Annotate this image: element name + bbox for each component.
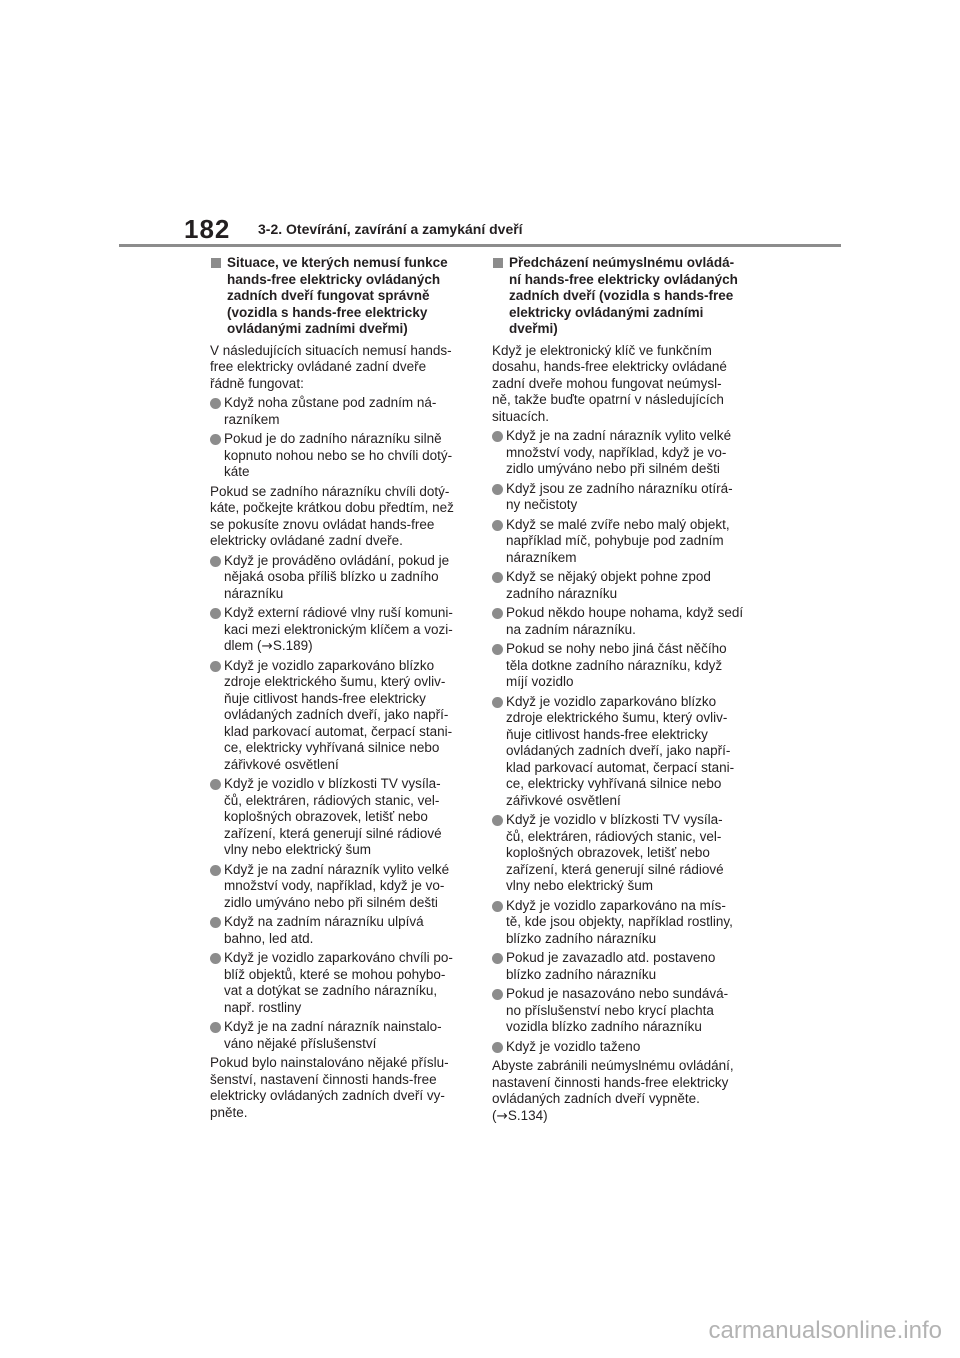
list-item — [492, 481, 744, 514]
list-item-text: Když je vozidlo zaparkováno na mís- tě, kde jsou objekty, například rostliny, blízko zadního nárazníku — [506, 897, 733, 946]
bullet-dot-icon — [492, 989, 503, 1000]
list-item — [492, 1039, 744, 1056]
bullet-dot-icon — [492, 901, 503, 912]
bullet-dot-icon — [492, 608, 503, 619]
bullet-dot-icon — [492, 815, 503, 826]
list-item — [210, 776, 462, 859]
page-number: 182 — [184, 214, 231, 244]
left-heading — [210, 255, 462, 338]
bullet-dot-icon — [492, 1042, 503, 1053]
right-intro: Když je elektronický klíč ve funkčním dosahu, hands-free elektricky ovládané zadní dveře mohou fungovat neúmysl- ně, takže buďte opatrní v následujících situacích. — [492, 342, 727, 424]
bullet-dot-icon — [210, 917, 221, 928]
page-header — [0, 0, 960, 250]
watermark: carmanualsonline.info — [708, 1317, 942, 1344]
list-item — [492, 812, 744, 895]
list-item — [210, 658, 462, 774]
page-reference-link[interactable]: S.134) — [507, 1107, 548, 1123]
page-reference-link[interactable]: S.189) — [272, 638, 313, 653]
list-item-text: Když externí rádiové vlny ruší komuni- kaci mezi elektronickým klíčem a vozi- dlem ( — [224, 605, 453, 653]
list-item — [492, 986, 744, 1036]
list-item — [210, 553, 462, 603]
bullet-dot-icon — [492, 644, 503, 655]
bullet-dot-icon — [210, 865, 221, 876]
left-column — [210, 255, 462, 1124]
list-item-text: Když je na zadní nárazník vylito velké množství vody, například, když je vo- zidlo umýváno nebo při silném dešti — [506, 428, 732, 476]
list-item-text: Když jsou ze zadního nárazníku otírá- ny nečistoty — [506, 480, 733, 512]
list-item — [492, 569, 744, 602]
list-item-text: Když je vozidlo zaparkováno chvíli po- blíž objektů, které se mohou pohybo- vat a dotýkat se zadního nárazníku, např. rostliny — [224, 950, 453, 1015]
list-item-text: Když je vozidlo zaparkováno blízko zdroje elektrického šumu, který ovliv- ňuje citlivost hands-free elektricky ovládaných zadních dveří, jako napří- klad parkovací automat, čerpací stani- ce, elektricky vyhřívaná silnice nebo zářivkové osvětlení — [506, 693, 735, 808]
list-item-text: Pokud je nasazováno nebo sundává- no příslušenství nebo krycí plachta vozidla blízko zadního nárazníku — [506, 986, 729, 1034]
right-heading-text: Předcházení neúmyslnému ovládá- ní hands-free elektricky ovládaných zadních dveří (vozidla s hands-free elektricky ovládanými zadními dveřmi) — [509, 255, 738, 336]
arrow-icon: → — [261, 638, 273, 654]
list-item-text: Když na zadním nárazníku ulpívá bahno, led atd. — [224, 914, 424, 946]
list-item — [210, 395, 462, 428]
arrow-icon: → — [496, 1107, 508, 1124]
square-bullet-icon — [493, 258, 503, 268]
bullet-dot-icon — [210, 661, 221, 672]
list-item-text: Když se malé zvíře nebo malý objekt, například míč, pohybuje pod zadním nárazníkem — [506, 516, 730, 565]
list-item-text: Pokud někdo houpe nohama, když sedí na zadním nárazníku. — [506, 605, 744, 637]
bullet-dot-icon — [492, 697, 503, 708]
list-item — [210, 1019, 462, 1052]
left-heading-text: Situace, ve kterých nemusí funkce hands-free elektricky ovládaných zadních dveří fungovat správně (vozidla s hands-free elektricky ovládanými zadními dveřmi) — [227, 255, 448, 336]
list-item — [492, 950, 744, 983]
list-item — [210, 950, 462, 1016]
section-title: 3-2. Otevírání, zavírání a zamykání dveří — [258, 221, 523, 237]
bullet-dot-icon — [492, 431, 503, 442]
bullet-dot-icon — [492, 953, 503, 964]
list-item-text: Když se nějaký objekt pohne zpod zadního nárazníku — [506, 569, 711, 601]
right-closing-text: Abyste zabránili neúmyslnému ovládání, nastavení činnosti hands-free elektricky ovládaných zadních dveří vypněte. ( — [492, 1058, 734, 1123]
list-item-text: Pokud se nohy nebo jiná část něčího těla dotkne zadního nárazníku, když míjí vozidlo — [506, 641, 727, 689]
bullet-dot-icon — [210, 779, 221, 790]
list-item — [210, 605, 462, 655]
square-bullet-icon — [211, 258, 221, 268]
left-closing-paragraph: Pokud bylo nainstalováno nějaké příslu- šenství, nastavení činnosti hands-free elektricky ovládaných zadních dveří vy- pněte. — [210, 1055, 449, 1120]
bullet-dot-icon — [210, 1022, 221, 1033]
list-item — [492, 641, 744, 691]
bullet-dot-icon — [210, 608, 221, 619]
list-item-text: Pokud je zavazadlo atd. postaveno blízko zadního nárazníku — [506, 950, 716, 982]
list-item — [210, 862, 462, 912]
bullet-dot-icon — [492, 572, 503, 583]
list-item — [210, 914, 462, 947]
header-rule — [119, 244, 841, 247]
list-item — [492, 517, 744, 567]
bullet-dot-icon — [492, 520, 503, 531]
list-item — [492, 605, 744, 638]
right-heading — [492, 255, 744, 338]
list-item-text: Když je vozidlo zaparkováno blízko zdroje elektrického šumu, který ovliv- ňuje citlivost hands-free elektricky ovládaných zadních dveří, jako napří- klad parkovací automat, čerpací stani- ce, elektricky vyhřívaná silnice nebo zářivkové osvětlení — [224, 657, 453, 772]
list-item-text: Když je vozidlo v blízkosti TV vysíla- čů, elektráren, rádiových stanic, vel- koplošných obrazovek, letišť nebo zařízení, která generují silné rádiové vlny nebo elektrický šum — [224, 776, 442, 857]
list-item — [492, 694, 744, 810]
bullet-dot-icon — [210, 556, 221, 567]
left-intro: V následujících situacích nemusí hands-free elektricky ovládané zadní dveře řádně fungovat: — [210, 342, 452, 391]
right-closing-paragraph — [492, 1058, 744, 1124]
list-item — [492, 428, 744, 478]
list-item — [492, 898, 744, 948]
list-item-text: Když je vozidlo v blízkosti TV vysíla- čů, elektráren, rádiových stanic, vel- koplošných obrazovek, letišť nebo zařízení, která generují silné rádiové vlny nebo elektrický šum — [506, 812, 724, 893]
list-item-text: Když je na zadní nárazník vylito velké množství vody, například, když je vo- zidlo umýváno nebo při silném dešti — [224, 861, 450, 910]
bullet-dot-icon — [492, 484, 503, 495]
list-item — [210, 431, 462, 481]
bullet-dot-icon — [210, 434, 221, 445]
list-item-text: Když noha zůstane pod zadním ná- razníkem — [224, 395, 437, 427]
list-item-text: Když je na zadní nárazník nainstalo- váno nějaké příslušenství — [224, 1019, 442, 1051]
bullet-dot-icon — [210, 953, 221, 964]
list-item-text: Když je prováděno ovládání, pokud je nějaká osoba příliš blízko u zadního nárazníku — [224, 552, 450, 601]
right-column — [492, 255, 744, 1127]
list-item-text: Pokud je do zadního nárazníku silně kopnuto nohou nebo se ho chvíli dotý- káte — [224, 431, 453, 479]
bullet-dot-icon — [210, 398, 221, 409]
left-middle-paragraph: Pokud se zadního nárazníku chvíli dotý- káte, počkejte krátkou dobu předtím, než se pokusíte znovu ovládat hands-free elektricky ovládané zadní dveře. — [210, 483, 454, 548]
list-item-text: Když je vozidlo taženo — [506, 1038, 641, 1054]
